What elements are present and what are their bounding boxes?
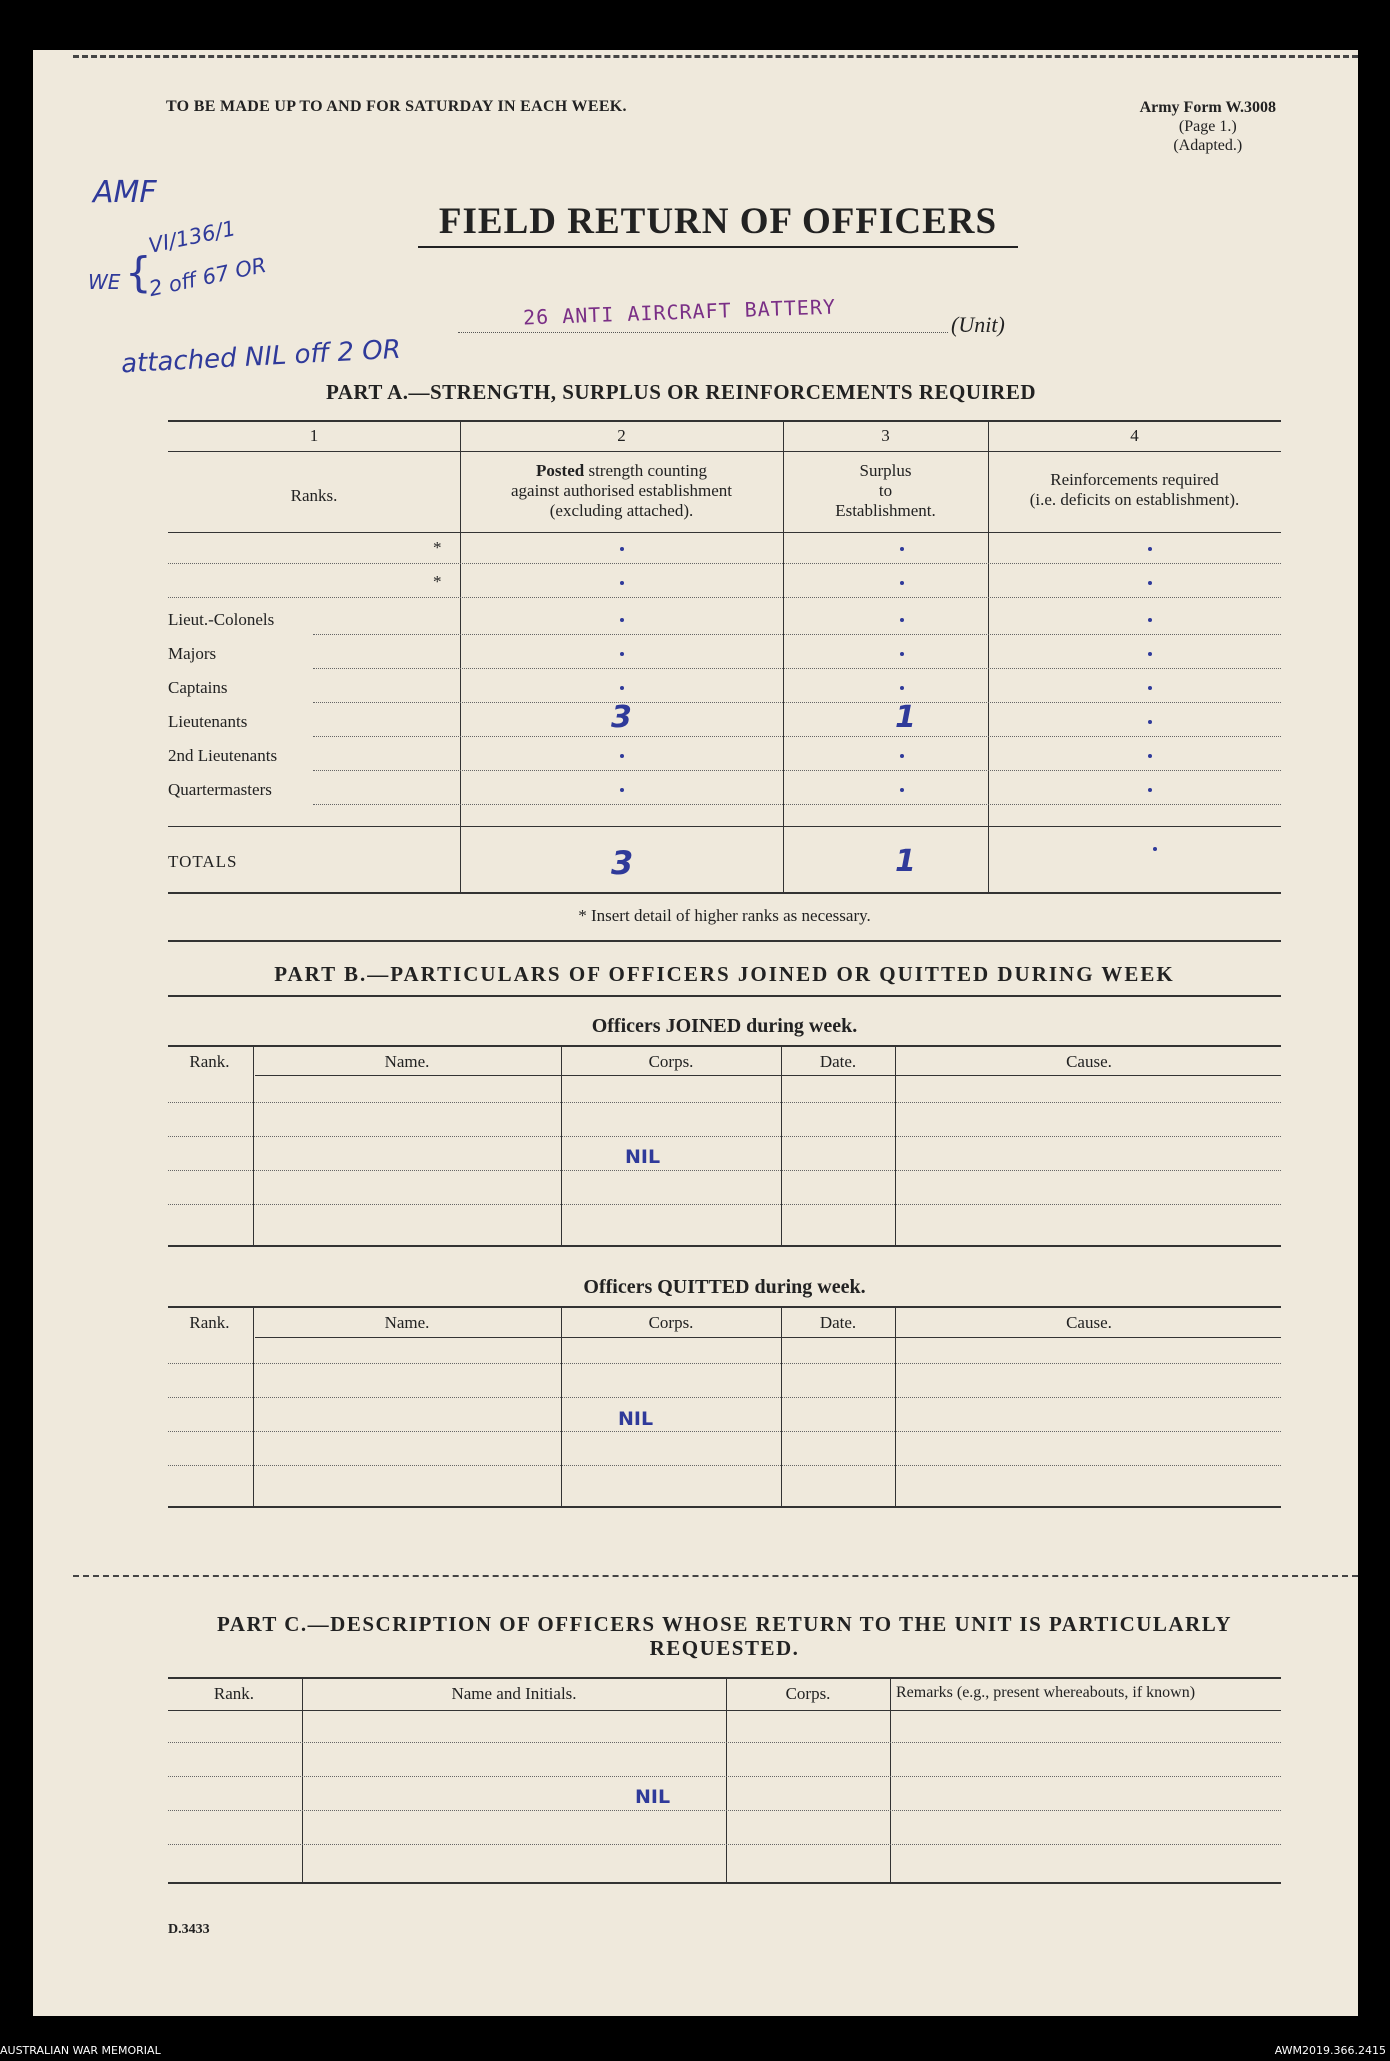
joined-row-line <box>168 1102 1281 1103</box>
joined-bottom-rule <box>168 1245 1281 1247</box>
unit-stamp: 26 ANTI AIRCRAFT BATTERY <box>522 294 837 330</box>
joined-row-line <box>168 1170 1281 1171</box>
handwritten-ref: VI/136/1 <box>146 216 238 258</box>
ink-dot <box>620 652 624 656</box>
joined-row-line <box>168 1204 1281 1205</box>
quitted-top-rule <box>168 1306 1281 1308</box>
archive-reference: AWM2019.366.2415 <box>1274 2044 1386 2057</box>
ink-dot <box>1148 720 1152 724</box>
handwritten-amf: AMF <box>93 175 157 210</box>
col-number-2: 2 <box>617 426 626 445</box>
row-line <box>168 597 1281 598</box>
col-number-4: 4 <box>1130 426 1139 445</box>
part-c-row-line <box>168 1810 1281 1811</box>
ink-dot <box>900 618 904 622</box>
rank-lieutenants: Lieutenants <box>168 712 248 731</box>
quitted-heading: Officers QUITTED during week. <box>583 1276 866 1298</box>
joined-col-cause: Cause. <box>1066 1052 1112 1071</box>
ink-dot <box>620 547 624 551</box>
form-sheet <box>33 50 1358 2016</box>
joined-col-rank: Rank. <box>189 1052 230 1071</box>
ink-dot <box>900 788 904 792</box>
ink-dot <box>900 686 904 690</box>
star-rank-1: * <box>433 538 442 557</box>
row-line <box>313 804 1281 805</box>
ink-dot <box>1148 754 1152 758</box>
part-c-col-remarks: Remarks (e.g., present whereabouts, if known) <box>896 1684 1196 1701</box>
part-c-header-rule <box>168 1710 1281 1711</box>
ink-dot <box>900 652 904 656</box>
quitted-header-rule <box>255 1337 1281 1338</box>
posted-header-line2: against authorised establishment <box>511 481 732 500</box>
totals-rule <box>168 826 1281 827</box>
part-c-heading <box>168 1612 1281 1660</box>
part-c-bottom-rule <box>168 1882 1281 1884</box>
rank-lieut-colonels: Lieut.-Colonels <box>168 610 275 629</box>
joined-divider <box>253 1045 254 1245</box>
perforation-top <box>73 55 1358 58</box>
ink-dot <box>900 581 904 585</box>
ink-dot <box>900 754 904 758</box>
fold-perforation <box>73 1575 1358 1577</box>
form-reference <box>1140 98 1276 155</box>
ranks-header: Ranks. <box>290 486 338 505</box>
part-c-divider <box>890 1677 891 1882</box>
rank-majors: Majors <box>168 644 217 663</box>
top-instruction: TO BE MADE UP TO AND FOR SATURDAY IN EACH WEEK. <box>166 98 627 115</box>
form-page: (Page 1.) <box>1178 118 1237 135</box>
joined-header-rule <box>255 1075 1281 1076</box>
quitted-divider <box>561 1306 562 1506</box>
part-c-top-rule <box>168 1677 1281 1679</box>
quitted-divider <box>895 1306 896 1506</box>
quitted-col-cause: Cause. <box>1066 1313 1112 1332</box>
posted-header-line3: (excluding attached). <box>549 501 694 520</box>
quitted-bottom-rule <box>168 1506 1281 1508</box>
ink-dot <box>620 686 624 690</box>
unit-label: (Unit) <box>951 312 1005 337</box>
ink-dot <box>620 618 624 622</box>
handwritten-we: WE <box>88 270 121 294</box>
part-c-heading-line1: PART C.—DESCRIPTION OF OFFICERS WHOSE RETURN TO THE UNIT IS PARTICULARLY <box>217 1612 1232 1636</box>
archive-credit: AUSTRALIAN WAR MEMORIAL <box>0 2044 161 2057</box>
ink-dot <box>900 547 904 551</box>
posted-header-bold: Posted <box>536 461 585 480</box>
part-c-row-line <box>168 1776 1281 1777</box>
joined-top-rule <box>168 1045 1281 1047</box>
ink-dot <box>1148 618 1152 622</box>
part-a-footnote: * Insert detail of higher ranks as necessary. <box>578 906 871 925</box>
row-line <box>313 668 1281 669</box>
rank-quartermasters: Quartermasters <box>168 780 272 799</box>
quitted-row-line <box>168 1431 1281 1432</box>
ink-dot <box>1148 788 1152 792</box>
ink-dot <box>1148 686 1152 690</box>
part-c-nil-entry: NIL <box>635 1786 671 1808</box>
quitted-divider <box>781 1306 782 1506</box>
rank-captains: Captains <box>168 678 228 697</box>
quitted-col-rank: Rank. <box>189 1313 230 1332</box>
handwritten-brace: { <box>125 248 152 297</box>
quitted-nil-entry: NIL <box>618 1408 654 1430</box>
part-a-footnote-rule <box>168 940 1281 942</box>
handwritten-strength: 2 off 67 OR <box>146 252 269 302</box>
part-b-heading: PART B.—PARTICULARS OF OFFICERS JOINED OR QUITTED DURING WEEK <box>274 962 1175 986</box>
posted-header <box>460 461 783 521</box>
part-c-divider <box>302 1677 303 1882</box>
part-c-col-rank: Rank. <box>213 1684 255 1703</box>
ink-dot <box>620 581 624 585</box>
header-bottom-rule <box>168 532 1281 533</box>
handwritten-attached: attached NIL off 2 OR <box>120 334 402 380</box>
ink-dot <box>1148 547 1152 551</box>
star-rank-2: * <box>433 572 442 591</box>
form-code: D.3433 <box>168 1922 210 1937</box>
joined-heading: Officers JOINED during week. <box>591 1015 858 1037</box>
lieutenants-posted-value: 3 <box>611 700 632 735</box>
part-a-bottom-rule <box>168 892 1281 894</box>
quitted-col-date: Date. <box>819 1313 857 1332</box>
surplus-header-line3: Establishment. <box>835 501 936 520</box>
totals-surplus-value: 1 <box>895 844 916 879</box>
reinforcements-header-line2: (i.e. deficits on establishment). <box>1029 490 1240 509</box>
rank-2nd-lieutenants: 2nd Lieutenants <box>168 746 278 765</box>
ink-dot <box>1148 581 1152 585</box>
surplus-header-line2: to <box>878 481 893 500</box>
row-line <box>313 634 1281 635</box>
part-c-col-corps: Corps. <box>785 1684 831 1703</box>
joined-col-name: Name. <box>384 1052 430 1071</box>
col-number-3: 3 <box>881 426 890 445</box>
part-c-divider <box>726 1677 727 1882</box>
ink-dot <box>1153 847 1157 851</box>
posted-header-rest: strength counting <box>588 461 707 480</box>
row-line <box>313 736 1281 737</box>
quitted-col-corps: Corps. <box>648 1313 694 1332</box>
ink-dot <box>620 754 624 758</box>
page-title: FIELD RETURN OF OFFICERS <box>418 200 1018 248</box>
quitted-row-line <box>168 1397 1281 1398</box>
part-a-heading: PART A.—STRENGTH, SURPLUS OR REINFORCEMENTS REQUIRED <box>326 380 1037 404</box>
row-line <box>313 702 1281 703</box>
part-c-heading-line2: REQUESTED. <box>649 1636 800 1660</box>
joined-col-corps: Corps. <box>648 1052 694 1071</box>
surplus-header <box>783 461 988 521</box>
totals-posted-value: 3 <box>611 844 634 882</box>
form-adapted: (Adapted.) <box>1173 137 1243 154</box>
totals-label: TOTALS <box>168 852 238 871</box>
row-line <box>168 563 1281 564</box>
joined-nil-entry: NIL <box>625 1146 661 1168</box>
form-ref-number: Army Form W.3008 <box>1139 99 1276 116</box>
row-line <box>313 770 1281 771</box>
reinforcements-header-line1: Reinforcements required <box>1050 470 1219 489</box>
quitted-col-name: Name. <box>384 1313 430 1332</box>
quitted-row-line <box>168 1465 1281 1466</box>
ink-dot <box>1148 652 1152 656</box>
quitted-divider <box>253 1306 254 1506</box>
part-a-top-rule <box>168 420 1281 422</box>
joined-row-line <box>168 1136 1281 1137</box>
reinforcements-header <box>988 470 1281 510</box>
part-b-rule <box>168 995 1281 997</box>
surplus-header-line1: Surplus <box>859 461 912 480</box>
col-number-rule <box>168 451 1281 452</box>
joined-col-date: Date. <box>819 1052 857 1071</box>
part-c-row-line <box>168 1844 1281 1845</box>
ink-dot <box>620 788 624 792</box>
quitted-row-line <box>168 1363 1281 1364</box>
part-c-col-name: Name and Initials. <box>451 1684 577 1703</box>
part-c-row-line <box>168 1742 1281 1743</box>
lieutenants-surplus-value: 1 <box>895 700 916 735</box>
col-number-1: 1 <box>309 426 319 445</box>
